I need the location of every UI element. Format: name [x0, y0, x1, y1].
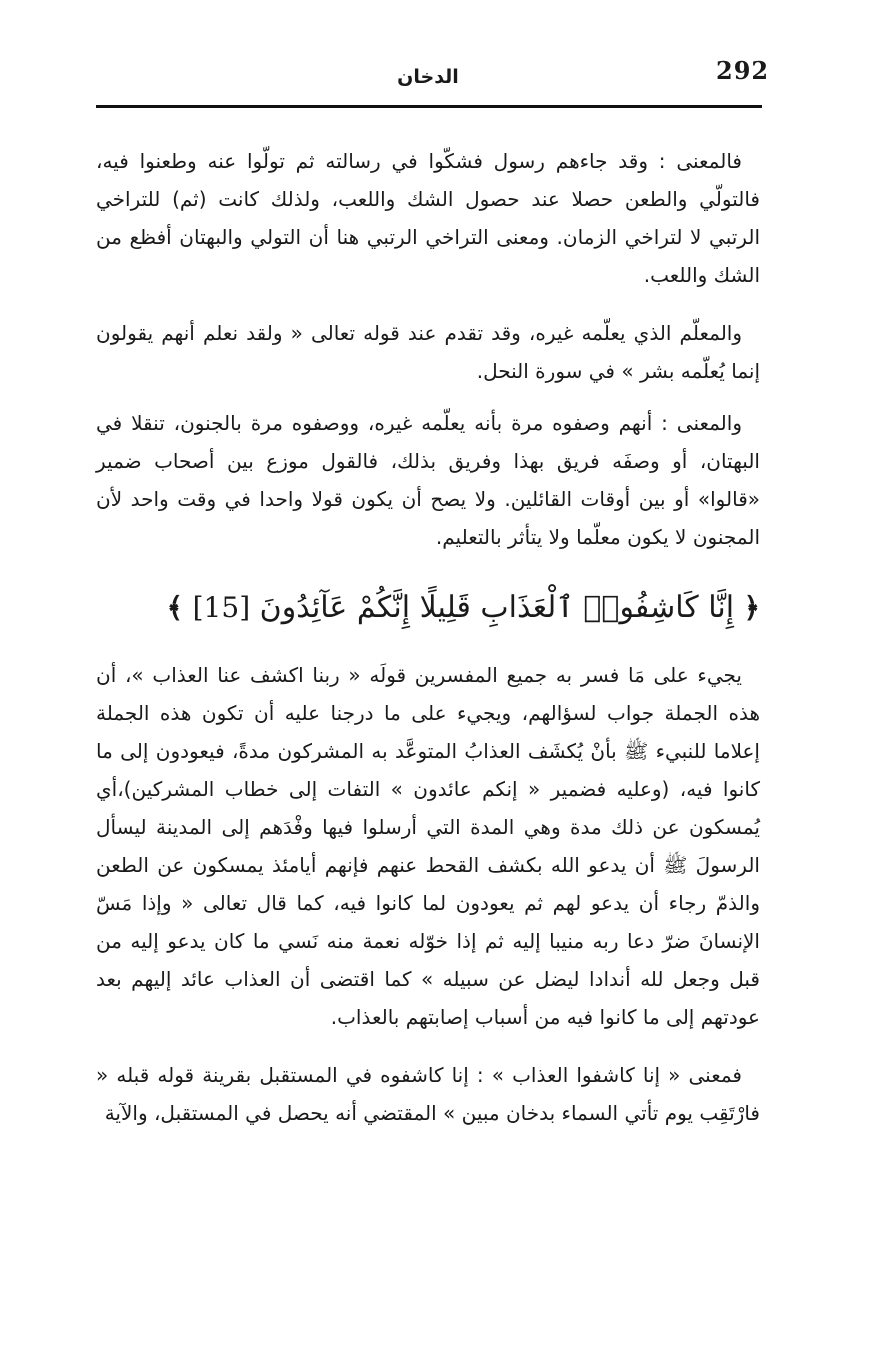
verse-close-bracket: ﴾ — [166, 591, 184, 624]
verse-open-bracket: ﴿ — [743, 591, 760, 624]
paragraph-3: والمعنى : أنهم وصفوه مرة بأنه يعلّمه غيره، ووصفوه مرة بالجنون، تنقلا في البهتان، أو وصفَه فريق بهذا وفريق بذلك، فالقول موزع بين أصحاب ضمير «قالوا» أو بين أوقات القائلين. ولا يصح أن يكون قولا واحدا في وقت واحد لأن المجنون لا يكون معلّما ولا يتأثر بالتعليم. — [96, 411, 760, 549]
verse-number: [15] — [192, 591, 251, 624]
running-title: الدخان — [397, 66, 459, 88]
paragraph-5: فمعنى « إنا كاشفوا العذاب » : إنا كاشفوه في المستقبل بقرينة قوله قبله « فارْتَقِب يوم تأتي السماء بدخان مبين » المقتضي أنه يحصل في المستقبل، والآية — [96, 1063, 760, 1125]
page-number: 292 — [716, 56, 770, 85]
page-body — [96, 142, 760, 1132]
paragraph-4: يجيء على مَا فسر به جميع المفسرين قولَه « ربنا اكشف عنا العذاب »، أن هذه الجملة جواب لسؤالهم، ويجيء على ما درجنا عليه أن تكون هذه الجملة إعلاما للنبيء ﷺ بأنْ يُكشَف العذابُ المتوعَّد به المشركون مدةً، فيعودون إلى ما كانوا فيه، (وعليه فضمير « إنكم عائدون » التفات إلى خطاب المشركين)،أي يُمسكون عن ذلك مدة وهي المدة التي أرسلوا فيها وفْدَهم إلى المدينة ليسأل الرسولَ ﷺ أن يدعو الله بكشف القحط عنهم فإنهم أيامئذ يمسكون عن الطعن والذمّ رجاء أن يدعو لهم ثم يعودون لما كانوا فيه، كما قال تعالى « وإذا مَسّ الإنسانَ ضرّ دعا ربه منيبا إليه ثم إذا خوّله نعمة منه نَسي ما كان يدعو إليه من قبل وجعل لله أندادا ليضل عن سبيله » كما اقتضى أن العذاب عائد إليهم بعد عودتهم إلى ما كانوا فيه من أسباب إصابتهم بالعذاب. — [96, 663, 760, 1029]
paragraph-1: فالمعنى : وقد جاءهم رسول فشكّوا في رسالته ثم تولّوا عنه وطعنوا فيه، فالتولّي والطعن حصلا عند حصول الشك واللعب، ولذلك كانت (ثم) للتراخي الرتبي لا لتراخي الزمان. ومعنى التراخي الرتبي هنا أن التولي والبهتان أفظع من الشك واللعب. — [96, 149, 760, 287]
verse-text: إِنَّا كَاشِفُوا۟ ٱلْعَذَابِ قَلِيلًا إِنَّكُمْ عَآئِدُونَ — [259, 590, 735, 625]
header-rule — [96, 105, 762, 108]
paragraph-2: والمعلّم الذي يعلّمه غيره، وقد تقدم عند قوله تعالى « ولقد نعلم أنهم يقولون إنما يُعلّمه بشر » في سورة النحل. — [96, 321, 760, 383]
page-header — [96, 52, 770, 102]
quran-verse-heading — [96, 578, 760, 638]
